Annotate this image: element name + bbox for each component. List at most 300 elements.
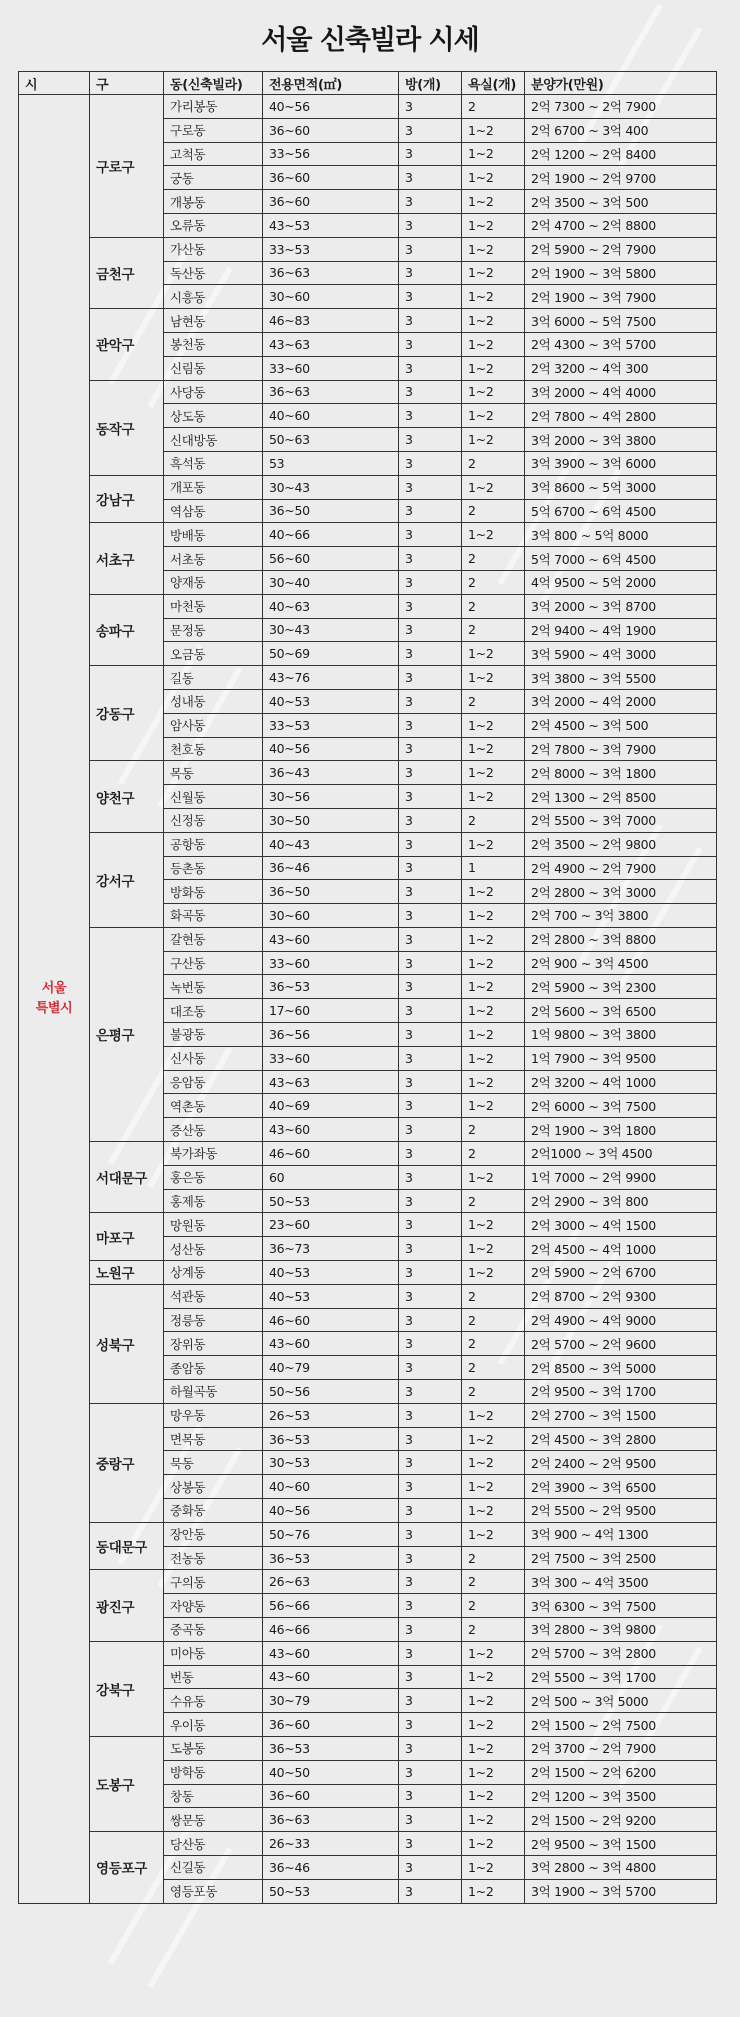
area-cell: 43~53 — [263, 213, 399, 237]
area-cell: 30~56 — [263, 785, 399, 809]
rooms-cell: 3 — [399, 380, 462, 404]
area-cell: 26~63 — [263, 1570, 399, 1594]
rooms-cell: 3 — [399, 1879, 462, 1903]
rooms-cell: 3 — [399, 1356, 462, 1380]
rooms-cell: 3 — [399, 547, 462, 571]
neighborhood-cell: 전농동 — [164, 1546, 263, 1570]
area-cell: 40~56 — [263, 737, 399, 761]
table-row — [19, 309, 717, 333]
bathrooms-cell: 1~2 — [462, 1760, 525, 1784]
area-cell: 50~53 — [263, 1189, 399, 1213]
price-cell: 2억 1500 ~ 2억 9200 — [525, 1808, 717, 1832]
bathrooms-cell: 1~2 — [462, 1261, 525, 1285]
price-cell: 2억 4700 ~ 2억 8800 — [525, 213, 717, 237]
rooms-cell: 3 — [399, 451, 462, 475]
neighborhood-cell: 개포동 — [164, 475, 263, 499]
table-row — [19, 95, 717, 119]
neighborhood-cell: 성내동 — [164, 689, 263, 713]
area-cell: 36~43 — [263, 761, 399, 785]
bathrooms-cell: 2 — [462, 689, 525, 713]
rooms-cell: 3 — [399, 904, 462, 928]
rooms-cell: 3 — [399, 213, 462, 237]
neighborhood-cell: 도봉동 — [164, 1736, 263, 1760]
rooms-cell: 3 — [399, 1142, 462, 1166]
bathrooms-cell: 1~2 — [462, 1784, 525, 1808]
header-district: 구 — [90, 72, 164, 95]
neighborhood-cell: 쌍문동 — [164, 1808, 263, 1832]
rooms-cell: 3 — [399, 1522, 462, 1546]
rooms-cell: 3 — [399, 856, 462, 880]
rooms-cell: 3 — [399, 1094, 462, 1118]
neighborhood-cell: 상도동 — [164, 404, 263, 428]
price-cell: 2억 8000 ~ 3억 1800 — [525, 761, 717, 785]
rooms-cell: 3 — [399, 1665, 462, 1689]
rooms-cell: 3 — [399, 975, 462, 999]
area-cell: 36~56 — [263, 1023, 399, 1047]
area-cell: 46~66 — [263, 1618, 399, 1642]
table-row — [19, 594, 717, 618]
price-cell: 2억 2400 ~ 2억 9500 — [525, 1451, 717, 1475]
table-row — [19, 832, 717, 856]
neighborhood-cell: 화곡동 — [164, 904, 263, 928]
area-cell: 36~53 — [263, 1736, 399, 1760]
neighborhood-cell: 증산동 — [164, 1118, 263, 1142]
neighborhood-cell: 번동 — [164, 1665, 263, 1689]
bathrooms-cell: 1~2 — [462, 1403, 525, 1427]
rooms-cell: 3 — [399, 832, 462, 856]
neighborhood-cell: 망우동 — [164, 1403, 263, 1427]
area-cell: 43~63 — [263, 1070, 399, 1094]
neighborhood-cell: 우이동 — [164, 1713, 263, 1737]
area-cell: 33~53 — [263, 713, 399, 737]
rooms-cell: 3 — [399, 713, 462, 737]
rooms-cell: 3 — [399, 1760, 462, 1784]
rooms-cell: 3 — [399, 404, 462, 428]
rooms-cell: 3 — [399, 999, 462, 1023]
district-cell: 강동구 — [90, 666, 164, 761]
bathrooms-cell: 2 — [462, 1118, 525, 1142]
district-cell: 양천구 — [90, 761, 164, 832]
rooms-cell: 3 — [399, 190, 462, 214]
bathrooms-cell: 1~2 — [462, 904, 525, 928]
price-cell: 2억 3200 ~ 4억 300 — [525, 356, 717, 380]
price-cell: 2억 5900 ~ 2억 7900 — [525, 237, 717, 261]
bathrooms-cell: 1~2 — [462, 1046, 525, 1070]
bathrooms-cell: 1~2 — [462, 190, 525, 214]
neighborhood-cell: 신림동 — [164, 356, 263, 380]
price-cell: 2억 1300 ~ 2억 8500 — [525, 785, 717, 809]
neighborhood-cell: 갈현동 — [164, 927, 263, 951]
area-cell: 30~40 — [263, 570, 399, 594]
rooms-cell: 3 — [399, 1165, 462, 1189]
bathrooms-cell: 1~2 — [462, 118, 525, 142]
rooms-cell: 3 — [399, 1332, 462, 1356]
neighborhood-cell: 종암동 — [164, 1356, 263, 1380]
bathrooms-cell: 1~2 — [462, 761, 525, 785]
price-cell: 2억 3900 ~ 3억 6500 — [525, 1475, 717, 1499]
area-cell: 30~60 — [263, 904, 399, 928]
bathrooms-cell: 1~2 — [462, 1855, 525, 1879]
rooms-cell: 3 — [399, 1855, 462, 1879]
district-cell: 영등포구 — [90, 1832, 164, 1903]
neighborhood-cell: 창동 — [164, 1784, 263, 1808]
bathrooms-cell: 2 — [462, 618, 525, 642]
area-cell: 46~83 — [263, 309, 399, 333]
price-cell: 3억 2000 ~ 4억 4000 — [525, 380, 717, 404]
price-cell: 2억 3200 ~ 4억 1000 — [525, 1070, 717, 1094]
neighborhood-cell: 양재동 — [164, 570, 263, 594]
neighborhood-cell: 방화동 — [164, 880, 263, 904]
neighborhood-cell: 불광동 — [164, 1023, 263, 1047]
bathrooms-cell: 1~2 — [462, 880, 525, 904]
bathrooms-cell: 1~2 — [462, 666, 525, 690]
rooms-cell: 3 — [399, 1070, 462, 1094]
neighborhood-cell: 길동 — [164, 666, 263, 690]
price-cell: 2억 7800 ~ 3억 7900 — [525, 737, 717, 761]
area-cell: 50~53 — [263, 1879, 399, 1903]
neighborhood-cell: 묵동 — [164, 1451, 263, 1475]
rooms-cell: 3 — [399, 1736, 462, 1760]
price-cell: 3억 8600 ~ 5억 3000 — [525, 475, 717, 499]
neighborhood-cell: 궁동 — [164, 166, 263, 190]
rooms-cell: 3 — [399, 309, 462, 333]
price-cell: 5억 7000 ~ 6억 4500 — [525, 547, 717, 571]
neighborhood-cell: 자양동 — [164, 1594, 263, 1618]
header-price: 분양가(만원) — [525, 72, 717, 95]
neighborhood-cell: 목동 — [164, 761, 263, 785]
rooms-cell: 3 — [399, 880, 462, 904]
neighborhood-cell: 독산동 — [164, 261, 263, 285]
bathrooms-cell: 1~2 — [462, 166, 525, 190]
rooms-cell: 3 — [399, 95, 462, 119]
bathrooms-cell: 1~2 — [462, 1641, 525, 1665]
neighborhood-cell: 신사동 — [164, 1046, 263, 1070]
price-cell: 2억 9500 ~ 3억 1500 — [525, 1832, 717, 1856]
district-cell: 강남구 — [90, 475, 164, 523]
bathrooms-cell: 1~2 — [462, 1808, 525, 1832]
area-cell: 43~60 — [263, 927, 399, 951]
price-cell: 2억 1900 ~ 2억 9700 — [525, 166, 717, 190]
neighborhood-cell: 홍제동 — [164, 1189, 263, 1213]
price-cell: 2억 9400 ~ 4억 1900 — [525, 618, 717, 642]
bathrooms-cell: 1~2 — [462, 428, 525, 452]
rooms-cell: 3 — [399, 689, 462, 713]
rooms-cell: 3 — [399, 1546, 462, 1570]
price-cell: 2억 1500 ~ 2억 7500 — [525, 1713, 717, 1737]
bathrooms-cell: 1~2 — [462, 332, 525, 356]
rooms-cell: 3 — [399, 927, 462, 951]
bathrooms-cell: 2 — [462, 547, 525, 571]
area-cell: 30~79 — [263, 1689, 399, 1713]
area-cell: 46~60 — [263, 1308, 399, 1332]
district-cell: 성북구 — [90, 1284, 164, 1403]
neighborhood-cell: 장위동 — [164, 1332, 263, 1356]
area-cell: 36~46 — [263, 1855, 399, 1879]
page-title: 서울 신축빌라 시세 — [261, 25, 479, 56]
area-cell: 30~60 — [263, 285, 399, 309]
rooms-cell: 3 — [399, 1023, 462, 1047]
neighborhood-cell: 방학동 — [164, 1760, 263, 1784]
rooms-cell: 3 — [399, 428, 462, 452]
area-cell: 33~56 — [263, 142, 399, 166]
price-cell: 2억 1200 ~ 2억 8400 — [525, 142, 717, 166]
price-cell: 2억 1900 ~ 3억 1800 — [525, 1118, 717, 1142]
area-cell: 43~60 — [263, 1118, 399, 1142]
district-cell: 금천구 — [90, 237, 164, 308]
bathrooms-cell: 2 — [462, 1356, 525, 1380]
neighborhood-cell: 수유동 — [164, 1689, 263, 1713]
bathrooms-cell: 1~2 — [462, 1070, 525, 1094]
price-cell: 3억 2000 ~ 3억 3800 — [525, 428, 717, 452]
rooms-cell: 3 — [399, 1261, 462, 1285]
bathrooms-cell: 1~2 — [462, 713, 525, 737]
area-cell: 36~53 — [263, 1427, 399, 1451]
bathrooms-cell: 1~2 — [462, 737, 525, 761]
area-cell: 36~50 — [263, 880, 399, 904]
price-cell: 2억 4300 ~ 3억 5700 — [525, 332, 717, 356]
area-cell: 40~60 — [263, 1475, 399, 1499]
neighborhood-cell: 장안동 — [164, 1522, 263, 1546]
price-cell: 2억 2800 ~ 3억 3000 — [525, 880, 717, 904]
area-cell: 36~63 — [263, 261, 399, 285]
neighborhood-cell: 마천동 — [164, 594, 263, 618]
area-cell: 40~66 — [263, 523, 399, 547]
bathrooms-cell: 1~2 — [462, 975, 525, 999]
area-cell: 36~53 — [263, 975, 399, 999]
bathrooms-cell: 1~2 — [462, 309, 525, 333]
neighborhood-cell: 중화동 — [164, 1499, 263, 1523]
neighborhood-cell: 미아동 — [164, 1641, 263, 1665]
price-cell: 2억 6700 ~ 3억 400 — [525, 118, 717, 142]
neighborhood-cell: 시흥동 — [164, 285, 263, 309]
table-row — [19, 1641, 717, 1665]
bathrooms-cell: 1~2 — [462, 1237, 525, 1261]
neighborhood-cell: 정릉동 — [164, 1308, 263, 1332]
table-row — [19, 666, 717, 690]
header-neighborhood: 동(신축빌라) — [164, 72, 263, 95]
district-cell: 중랑구 — [90, 1403, 164, 1522]
bathrooms-cell: 1~2 — [462, 213, 525, 237]
area-cell: 36~60 — [263, 166, 399, 190]
neighborhood-cell: 홍은동 — [164, 1165, 263, 1189]
rooms-cell: 3 — [399, 1427, 462, 1451]
area-cell: 50~76 — [263, 1522, 399, 1546]
bathrooms-cell: 1~2 — [462, 1094, 525, 1118]
price-cell: 3억 5900 ~ 4억 3000 — [525, 642, 717, 666]
area-cell: 40~53 — [263, 689, 399, 713]
bathrooms-cell: 1~2 — [462, 285, 525, 309]
area-cell: 50~56 — [263, 1380, 399, 1404]
bathrooms-cell: 1~2 — [462, 142, 525, 166]
bathrooms-cell: 1~2 — [462, 1475, 525, 1499]
bathrooms-cell: 2 — [462, 95, 525, 119]
price-cell: 2억 5500 ~ 2억 9500 — [525, 1499, 717, 1523]
price-cell: 2억 5700 ~ 2억 9600 — [525, 1332, 717, 1356]
price-cell: 5억 6700 ~ 6억 4500 — [525, 499, 717, 523]
bathrooms-cell: 2 — [462, 570, 525, 594]
rooms-cell: 3 — [399, 1380, 462, 1404]
neighborhood-cell: 구의동 — [164, 1570, 263, 1594]
neighborhood-cell: 서초동 — [164, 547, 263, 571]
neighborhood-cell: 가리봉동 — [164, 95, 263, 119]
bathrooms-cell: 2 — [462, 808, 525, 832]
price-cell: 2억 4900 ~ 4억 9000 — [525, 1308, 717, 1332]
city-cell: 서울 특별시 — [19, 95, 90, 1904]
bathrooms-cell: 2 — [462, 451, 525, 475]
rooms-cell: 3 — [399, 356, 462, 380]
area-cell: 23~60 — [263, 1213, 399, 1237]
area-cell: 36~50 — [263, 499, 399, 523]
rooms-cell: 3 — [399, 166, 462, 190]
bathrooms-cell: 2 — [462, 1546, 525, 1570]
area-cell: 40~43 — [263, 832, 399, 856]
table-row — [19, 523, 717, 547]
table-row — [19, 237, 717, 261]
district-cell: 동작구 — [90, 380, 164, 475]
neighborhood-cell: 남현동 — [164, 309, 263, 333]
header-city: 시 — [19, 72, 90, 95]
bathrooms-cell: 2 — [462, 1142, 525, 1166]
bathrooms-cell: 1~2 — [462, 1736, 525, 1760]
area-cell: 56~60 — [263, 547, 399, 571]
area-cell: 40~79 — [263, 1356, 399, 1380]
neighborhood-cell: 면목동 — [164, 1427, 263, 1451]
table-body — [19, 95, 717, 1904]
bathrooms-cell: 1~2 — [462, 523, 525, 547]
rooms-cell: 3 — [399, 808, 462, 832]
district-cell: 마포구 — [90, 1213, 164, 1261]
neighborhood-cell: 개봉동 — [164, 190, 263, 214]
bathrooms-cell: 2 — [462, 594, 525, 618]
area-cell: 36~46 — [263, 856, 399, 880]
rooms-cell: 3 — [399, 523, 462, 547]
area-cell: 33~60 — [263, 951, 399, 975]
bathrooms-cell: 2 — [462, 1308, 525, 1332]
area-cell: 40~63 — [263, 594, 399, 618]
area-cell: 36~60 — [263, 118, 399, 142]
price-cell: 2억 9500 ~ 3억 1700 — [525, 1380, 717, 1404]
price-cell: 2억 4500 ~ 3억 500 — [525, 713, 717, 737]
area-cell: 56~66 — [263, 1594, 399, 1618]
district-cell: 강북구 — [90, 1641, 164, 1736]
district-cell: 서대문구 — [90, 1142, 164, 1213]
price-cell: 3억 3800 ~ 3억 5500 — [525, 666, 717, 690]
rooms-cell: 3 — [399, 1213, 462, 1237]
neighborhood-cell: 오류동 — [164, 213, 263, 237]
rooms-cell: 3 — [399, 1618, 462, 1642]
table-row — [19, 380, 717, 404]
bathrooms-cell: 1~2 — [462, 1713, 525, 1737]
neighborhood-cell: 오금동 — [164, 642, 263, 666]
district-cell: 동대문구 — [90, 1522, 164, 1570]
price-cell: 2억 1900 ~ 3억 5800 — [525, 261, 717, 285]
neighborhood-cell: 암사동 — [164, 713, 263, 737]
bathrooms-cell: 1~2 — [462, 1213, 525, 1237]
bathrooms-cell: 1 — [462, 856, 525, 880]
bathrooms-cell: 1~2 — [462, 1023, 525, 1047]
bathrooms-cell: 1~2 — [462, 475, 525, 499]
table-row — [19, 1522, 717, 1546]
bathrooms-cell: 1~2 — [462, 1665, 525, 1689]
neighborhood-cell: 영등포동 — [164, 1879, 263, 1903]
table-row — [19, 1832, 717, 1856]
bathrooms-cell: 2 — [462, 1594, 525, 1618]
district-cell: 노원구 — [90, 1261, 164, 1285]
price-cell: 2억 5600 ~ 3억 6500 — [525, 999, 717, 1023]
area-cell: 30~43 — [263, 475, 399, 499]
neighborhood-cell: 방배동 — [164, 523, 263, 547]
price-cell: 2억 1200 ~ 3억 3500 — [525, 1784, 717, 1808]
bathrooms-cell: 2 — [462, 499, 525, 523]
price-cell: 2억 5900 ~ 3억 2300 — [525, 975, 717, 999]
bathrooms-cell: 2 — [462, 1189, 525, 1213]
bathrooms-cell: 1~2 — [462, 785, 525, 809]
bathrooms-cell: 2 — [462, 1618, 525, 1642]
rooms-cell: 3 — [399, 1189, 462, 1213]
rooms-cell: 3 — [399, 1475, 462, 1499]
price-cell: 2억 900 ~ 3억 4500 — [525, 951, 717, 975]
area-cell: 40~53 — [263, 1284, 399, 1308]
price-cell: 3억 2800 ~ 3억 4800 — [525, 1855, 717, 1879]
area-cell: 43~60 — [263, 1641, 399, 1665]
price-cell: 2억 8500 ~ 3억 5000 — [525, 1356, 717, 1380]
neighborhood-cell: 녹번동 — [164, 975, 263, 999]
price-cell: 2억 7800 ~ 4억 2800 — [525, 404, 717, 428]
area-cell: 36~63 — [263, 380, 399, 404]
area-cell: 36~60 — [263, 1713, 399, 1737]
area-cell: 40~56 — [263, 95, 399, 119]
bathrooms-cell: 1~2 — [462, 380, 525, 404]
rooms-cell: 3 — [399, 1713, 462, 1737]
neighborhood-cell: 상봉동 — [164, 1475, 263, 1499]
area-cell: 40~56 — [263, 1499, 399, 1523]
rooms-cell: 3 — [399, 1046, 462, 1070]
rooms-cell: 3 — [399, 785, 462, 809]
table-row — [19, 927, 717, 951]
area-cell: 43~60 — [263, 1332, 399, 1356]
neighborhood-cell: 하월곡동 — [164, 1380, 263, 1404]
area-cell: 43~76 — [263, 666, 399, 690]
district-cell: 서초구 — [90, 523, 164, 594]
price-cell: 2억 3000 ~ 4억 1500 — [525, 1213, 717, 1237]
rooms-cell: 3 — [399, 1237, 462, 1261]
price-cell: 1억 7000 ~ 2억 9900 — [525, 1165, 717, 1189]
district-cell: 구로구 — [90, 95, 164, 238]
rooms-cell: 3 — [399, 332, 462, 356]
price-table — [18, 71, 717, 1904]
neighborhood-cell: 북가좌동 — [164, 1142, 263, 1166]
price-cell: 2억 5900 ~ 2억 6700 — [525, 1261, 717, 1285]
bathrooms-cell: 2 — [462, 1332, 525, 1356]
price-cell: 4억 9500 ~ 5억 2000 — [525, 570, 717, 594]
rooms-cell: 3 — [399, 261, 462, 285]
rooms-cell: 3 — [399, 1594, 462, 1618]
price-cell: 2억 1900 ~ 3억 7900 — [525, 285, 717, 309]
rooms-cell: 3 — [399, 237, 462, 261]
rooms-cell: 3 — [399, 1118, 462, 1142]
area-cell: 40~60 — [263, 404, 399, 428]
bathrooms-cell: 1~2 — [462, 1499, 525, 1523]
table-row — [19, 1142, 717, 1166]
area-cell: 17~60 — [263, 999, 399, 1023]
rooms-cell: 3 — [399, 737, 462, 761]
area-cell: 40~50 — [263, 1760, 399, 1784]
rooms-cell: 3 — [399, 1570, 462, 1594]
table-row — [19, 1261, 717, 1285]
rooms-cell: 3 — [399, 1784, 462, 1808]
rooms-cell: 3 — [399, 642, 462, 666]
rooms-cell: 3 — [399, 499, 462, 523]
